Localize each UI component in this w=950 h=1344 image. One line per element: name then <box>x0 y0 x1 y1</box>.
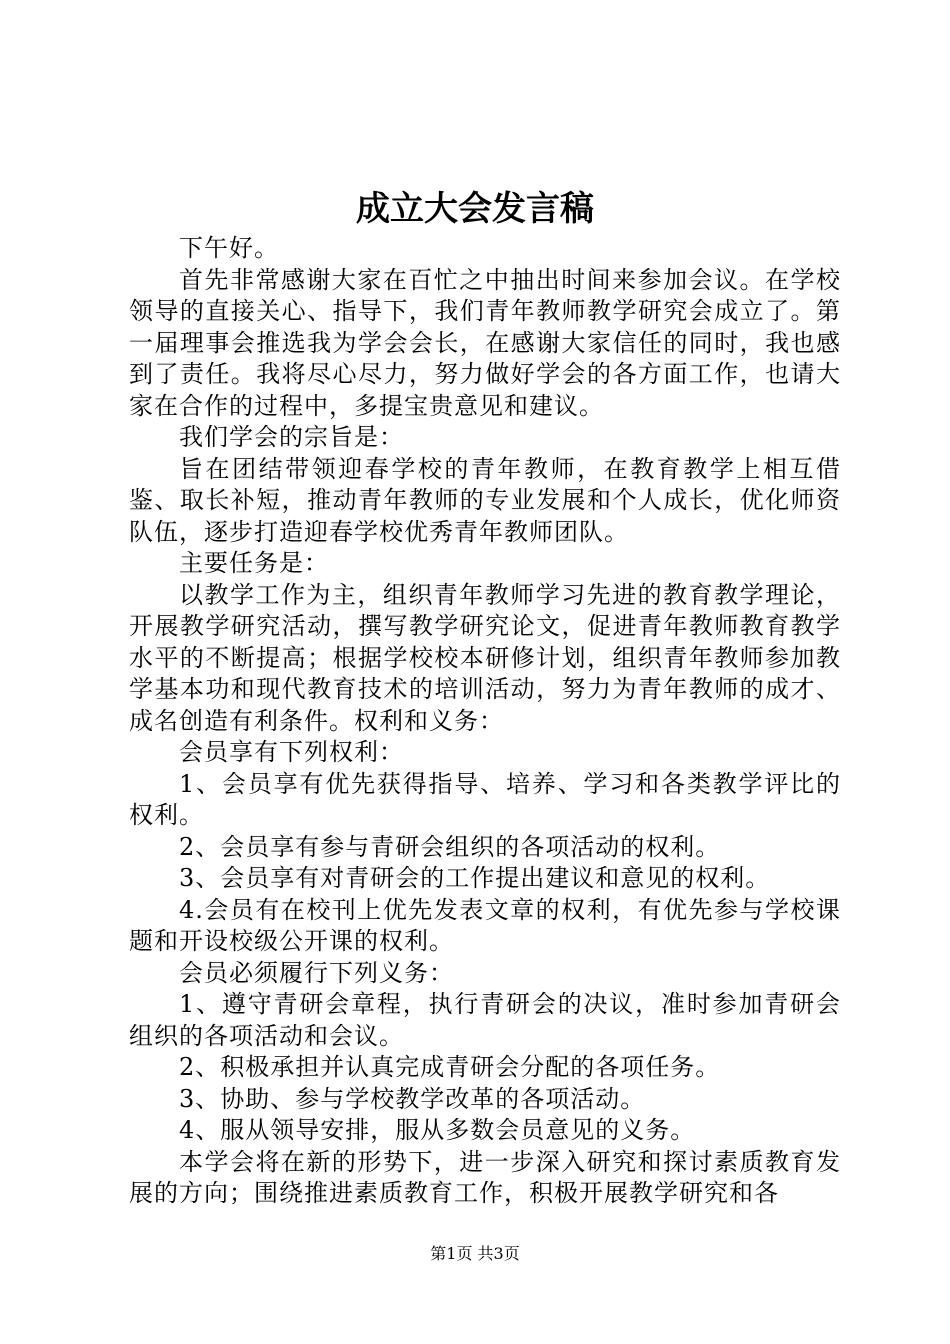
paragraph: 2、积极承担并认真完成青研会分配的各项任务。 <box>179 1053 721 1081</box>
paragraph: 以教学工作为主，组织青年教师学习先进的教育教学理论，开展教学研究活动，撰写教学研究论文，促进青年教师教育教学水平的不断提高；根据学校校本研修计划，组织青年教师参加教学基本功和现代教育技术的培训活动，努力为青年教师的成才、成名创造有利条件。权利和义务： <box>129 580 841 735</box>
paragraph: 主要任务是： <box>179 549 329 577</box>
document-body <box>129 233 841 1210</box>
paragraph: 4.会员有在校刊上优先发表文章的权利，有优先参与学校课题和开设校级公开课的权利。 <box>129 895 841 955</box>
paragraph: 1、会员享有优先获得指导、培养、学习和各类教学评比的权利。 <box>129 769 841 829</box>
paragraph: 4、服从领导安排，服从多数会员意见的义务。 <box>179 1116 696 1144</box>
paragraph: 本学会将在新的形势下，进一步深入研究和探讨素质教育发展的方向；围绕推进素质教育工作，积极开展教学研究和各 <box>129 1147 841 1207</box>
paragraph: 2、会员享有参与青研会组织的各项活动的权利。 <box>179 832 721 861</box>
paragraph: 会员必须履行下列义务： <box>179 958 454 987</box>
paragraph: 旨在团结带领迎春学校的青年教师，在教育教学上相互借鉴、取长补短，推动青年教师的专业发展和个人成长，优化师资队伍，逐步打造迎春学校优秀青年教师团队。 <box>129 454 841 546</box>
document-title: 成立大会发言稿 <box>356 189 594 229</box>
paragraph: 1、遵守青研会章程，执行青研会的决议，准时参加青研会组织的各项活动和会议。 <box>129 990 841 1050</box>
paragraph: 首先非常感谢大家在百忙之中抽出时间来参加会议。在学校领导的直接关心、指导下，我们青年教师教学研究会成立了。第一届理事会推选我为学会会长，在感谢大家信任的同时，我也感到了责任。我将尽心尽力，努力做好学会的各方面工作，也请大家在合作的过程中，多提宝贵意见和建议。 <box>129 265 841 420</box>
paragraph: 下午好。 <box>179 234 279 262</box>
paragraph: 3、会员享有对青研会的工作提出建议和意见的权利。 <box>179 864 771 892</box>
paragraph: 我们学会的宗旨是： <box>179 423 404 451</box>
page-footer: 第1页 共3页 <box>430 1244 520 1263</box>
paragraph: 3、协助、参与学校教学改革的各项活动。 <box>179 1084 646 1113</box>
paragraph: 会员享有下列权利： <box>179 738 404 766</box>
